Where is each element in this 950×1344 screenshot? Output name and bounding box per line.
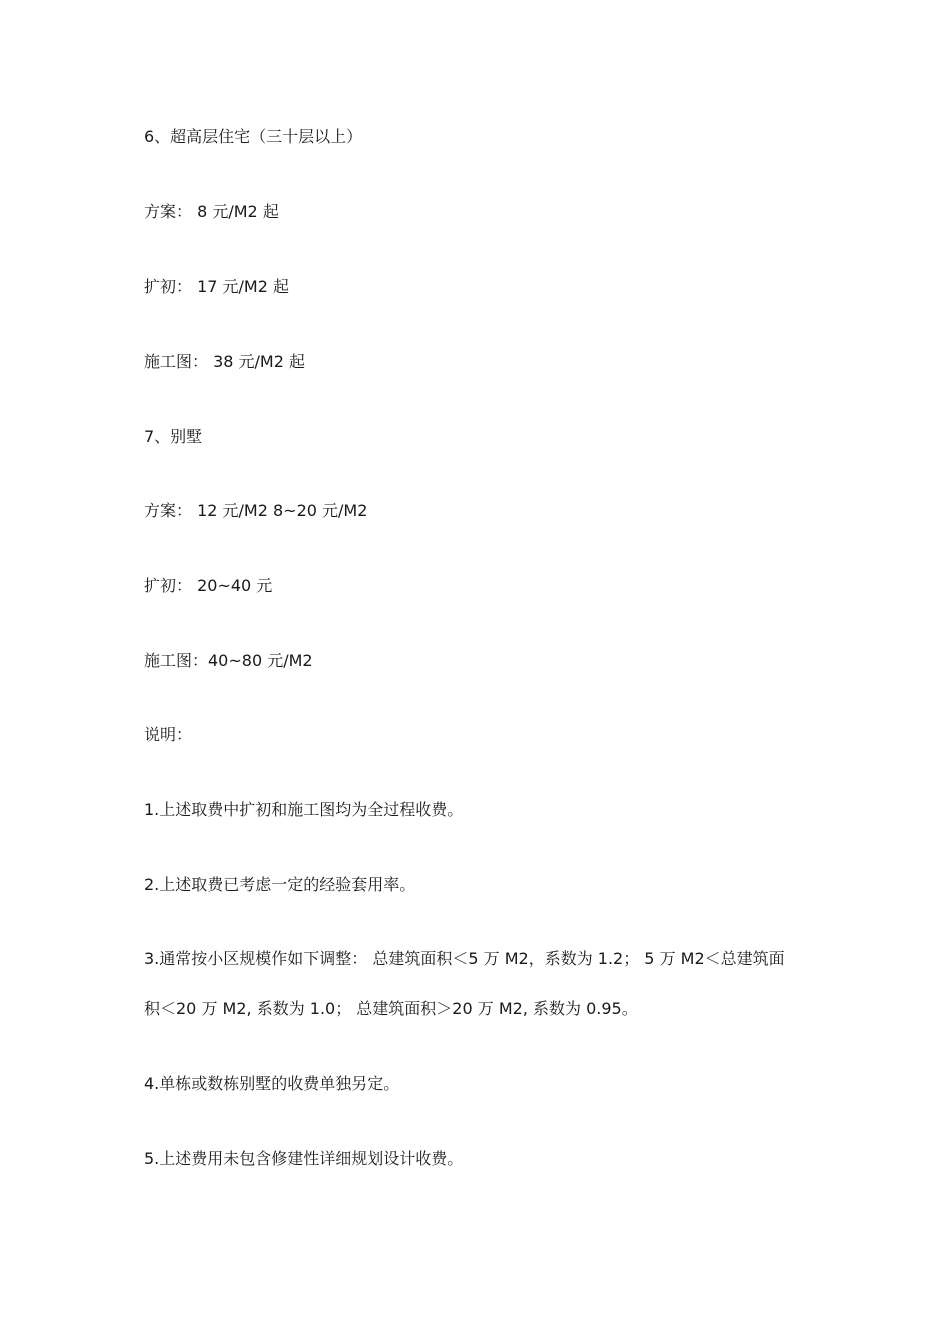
note-item-3-line-2: 积＜20 万 M2, 系数为 1.0； 总建筑面积＞20 万 M2, 系数为 0.95。 (144, 999, 638, 1018)
fee-line-preliminary: 扩初： 17 元/M2 起 (144, 277, 289, 296)
section-heading-super-high-rise: 6、超高层住宅（三十层以上） (144, 127, 363, 146)
note-item-5: 5.上述费用未包含修建性详细规划设计收费。 (144, 1149, 464, 1168)
fee-line-construction-drawing: 施工图： 38 元/M2 起 (144, 352, 305, 371)
note-item-1: 1.上述取费中扩初和施工图均为全过程收费。 (144, 800, 464, 819)
section-heading-villa: 7、别墅 (144, 427, 203, 446)
fee-line-scheme: 方案： 8 元/M2 起 (144, 202, 279, 221)
note-item-4: 4.单栋或数栋别墅的收费单独另定。 (144, 1074, 400, 1093)
villa-fee-line-preliminary: 扩初： 20~40 元 (144, 576, 273, 595)
villa-fee-line-construction: 施工图：40~80 元/M2 (144, 651, 313, 670)
notes-heading: 说明： (144, 725, 193, 744)
note-item-3-line-1: 3.通常按小区规模作如下调整： 总建筑面积＜5 万 M2，系数为 1.2； 5 万 M2＜总建筑面 (144, 949, 785, 968)
villa-fee-line-scheme: 方案： 12 元/M2 8~20 元/M2 (144, 501, 368, 520)
note-item-2: 2.上述取费已考虑一定的经验套用率。 (144, 875, 416, 894)
